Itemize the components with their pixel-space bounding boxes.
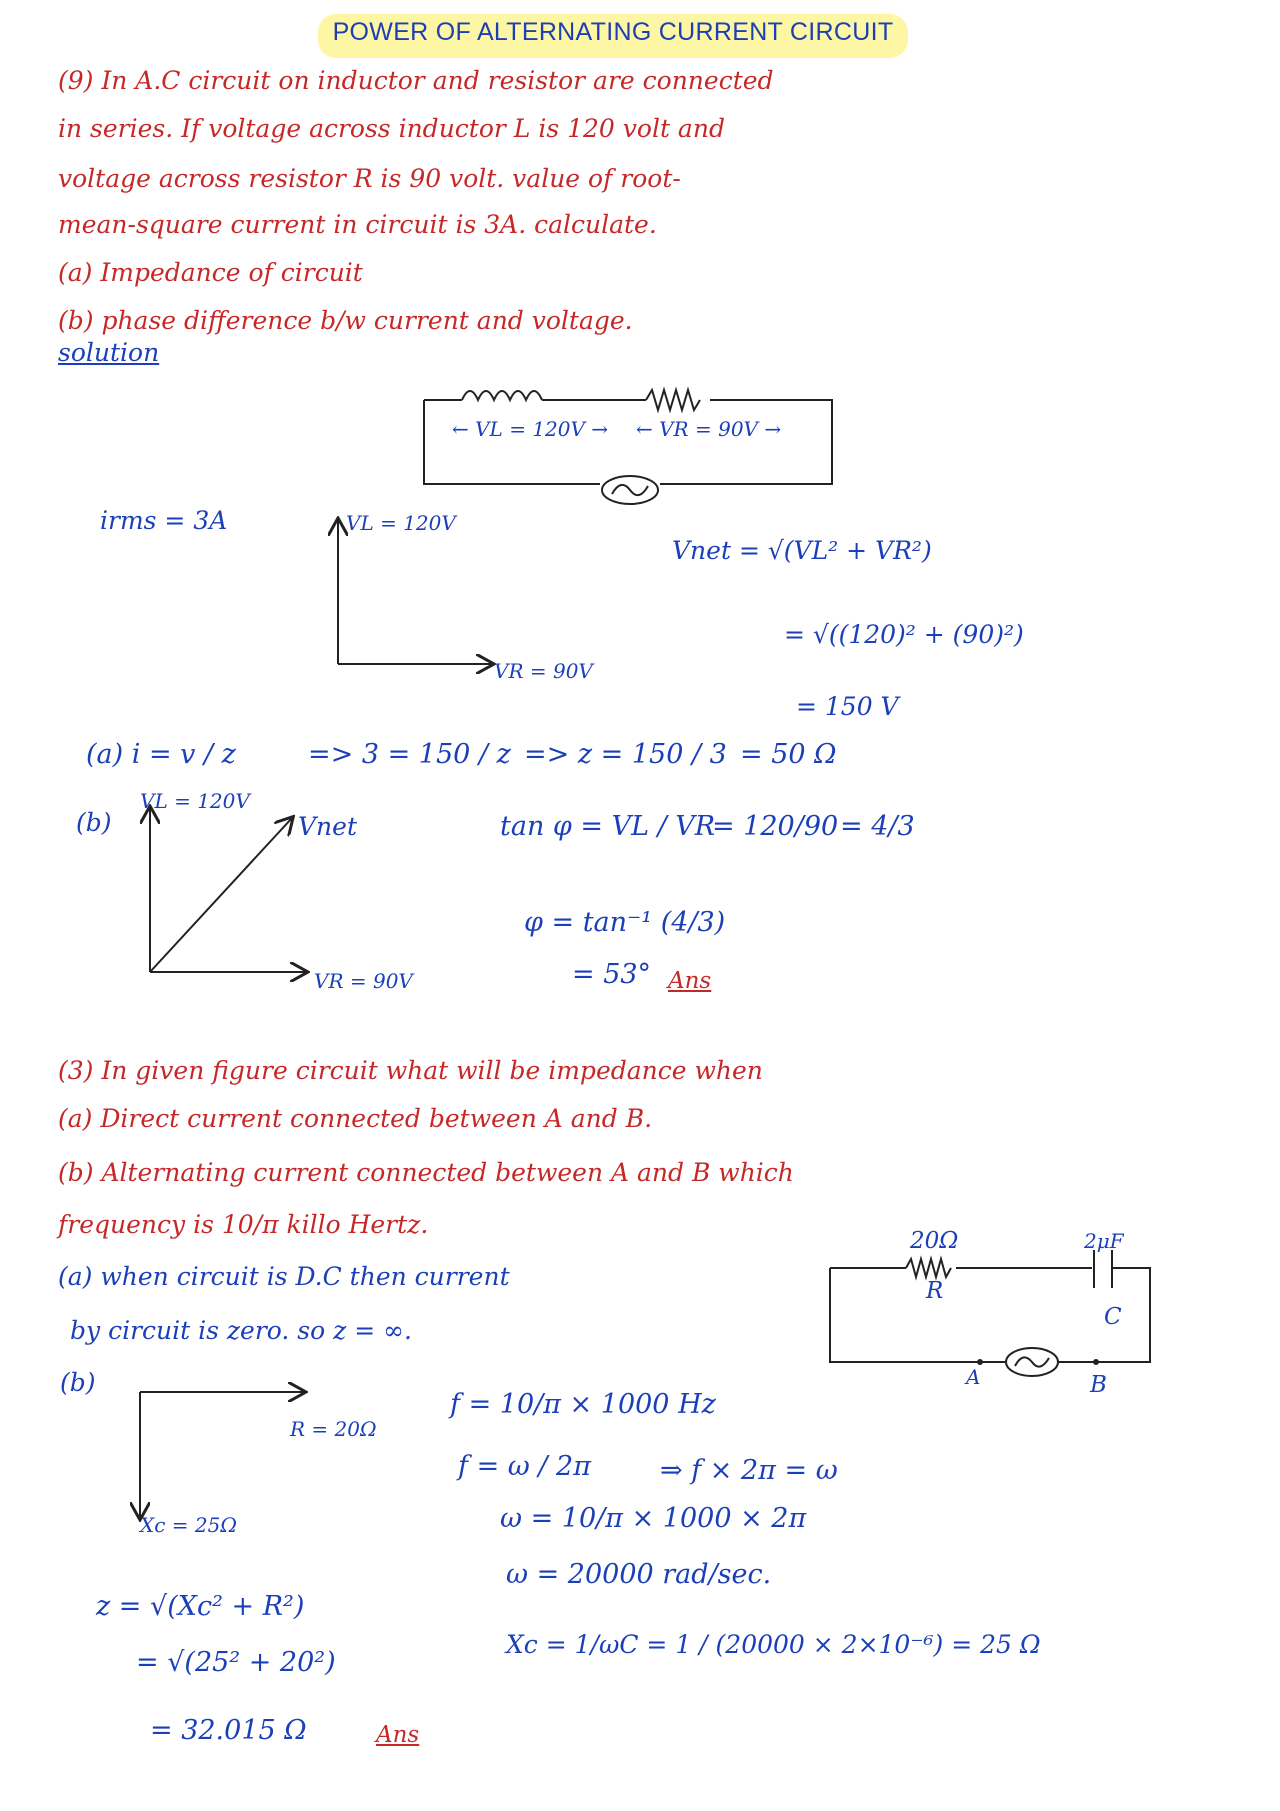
phi-result: = 53°	[572, 959, 652, 990]
vnet-substitution: = √((120)² + (90)²)	[784, 620, 1024, 649]
inductor-coil	[462, 391, 542, 400]
phasor1-vr-label: VR = 90V	[494, 659, 593, 683]
tan-phi-formula: tan φ = VL / VR	[500, 811, 716, 842]
z-substitution: = √(25² + 20²)	[136, 1647, 336, 1678]
q2a-line-2: by circuit is zero. so z = ∞.	[70, 1316, 412, 1345]
vnet-formula: Vnet = √(VL² + VR²)	[672, 536, 932, 565]
tan-phi-substitution: = 120/90	[712, 811, 839, 842]
z-formula: z = √(Xc² + R²)	[96, 1591, 305, 1622]
omega-substitution: ω = 10/π × 1000 × 2π	[500, 1503, 807, 1534]
circuit1-vr-label: ← VR = 90V →	[636, 417, 782, 441]
q2b-label: (b)	[60, 1368, 96, 1397]
circuit2-r-label: R	[926, 1278, 944, 1304]
resistor-zigzag-2	[906, 1259, 951, 1277]
q1-line-1: (9) In A.C circuit on inductor and resistor are connected	[58, 66, 774, 95]
q1-line-3: voltage across resistor R is 90 volt. value of root-	[58, 164, 681, 193]
phasor-1	[338, 520, 492, 664]
circuit2-c-label: C	[1104, 1304, 1122, 1330]
q2b-r-label: R = 20Ω	[290, 1417, 377, 1441]
circuit2-r-value: 20Ω	[910, 1228, 959, 1254]
q1b-label: (b)	[76, 808, 112, 837]
q2-answer-tag: Ans	[376, 1722, 420, 1748]
freq-formula: f = 10/π × 1000 Hz	[450, 1389, 716, 1420]
phasor1-vl-label: VL = 120V	[346, 511, 456, 535]
q1-line-5: (a) Impedance of circuit	[58, 258, 363, 287]
q1a-step-2: => z = 150 / 3	[524, 739, 727, 770]
z-result: = 32.015 Ω	[150, 1715, 307, 1746]
circuit2-node-a: A	[966, 1365, 981, 1389]
q1a-formula: (a) i = v / z	[86, 739, 236, 770]
freq-omega-formula: f = ω / 2π	[458, 1451, 591, 1482]
q2-line-1: (3) In given figure circuit what will be impedance when	[58, 1056, 763, 1085]
q2b-xc-label: Xc = 25Ω	[140, 1513, 237, 1537]
q1a-result: = 50 Ω	[740, 739, 837, 770]
q2a-line-1: (a) when circuit is D.C then current	[58, 1262, 510, 1291]
irms-value: irms = 3A	[100, 506, 228, 535]
phasor2-vl-label: VL = 120V	[140, 789, 250, 813]
q2-line-2: (a) Direct current connected between A and B.	[58, 1104, 653, 1133]
q1-answer-tag: Ans	[668, 968, 712, 994]
q1a-step-1: => 3 = 150 / z	[308, 739, 511, 770]
q1-line-6: (b) phase difference b/w current and voltage.	[58, 306, 633, 335]
page-title: POWER OF ALTERNATING CURRENT CIRCUIT	[332, 18, 894, 46]
omega-relation: ⇒ f × 2π = ω	[660, 1455, 838, 1486]
impedance-axes	[140, 1392, 304, 1518]
xc-formula: Xc = 1/ωC = 1 / (20000 × 2×10⁻⁶) = 25 Ω	[506, 1630, 1041, 1659]
q2-line-3: (b) Alternating current connected between A and B which	[58, 1158, 794, 1187]
resistor-zigzag	[646, 390, 700, 410]
circuit2-c-value: 2μF	[1084, 1229, 1124, 1253]
omega-result: ω = 20000 rad/sec.	[506, 1559, 772, 1590]
circuit-1	[424, 390, 832, 504]
circuit2-node-b: B	[1090, 1372, 1107, 1398]
circuit1-vl-label: ← VL = 120V →	[452, 417, 609, 441]
node-a-dot	[977, 1359, 983, 1365]
circuit-2	[830, 1250, 1150, 1376]
phasor2-vnet-label: Vnet	[298, 812, 357, 841]
q1-line-2: in series. If voltage across inductor L is 120 volt and	[58, 114, 725, 143]
tan-phi-result: = 4/3	[840, 811, 915, 842]
phasor2-vr-label: VR = 90V	[314, 969, 413, 993]
node-b-dot	[1093, 1359, 1099, 1365]
phi-formula: φ = tan⁻¹ (4/3)	[524, 907, 726, 938]
vnet-result: = 150 V	[796, 692, 899, 721]
q2-line-4: frequency is 10/π killo Hertz.	[58, 1210, 429, 1239]
phasor-2	[150, 808, 306, 972]
q1-line-4: mean-square current in circuit is 3A. calculate.	[58, 210, 657, 239]
solution-heading: solution	[58, 338, 160, 367]
